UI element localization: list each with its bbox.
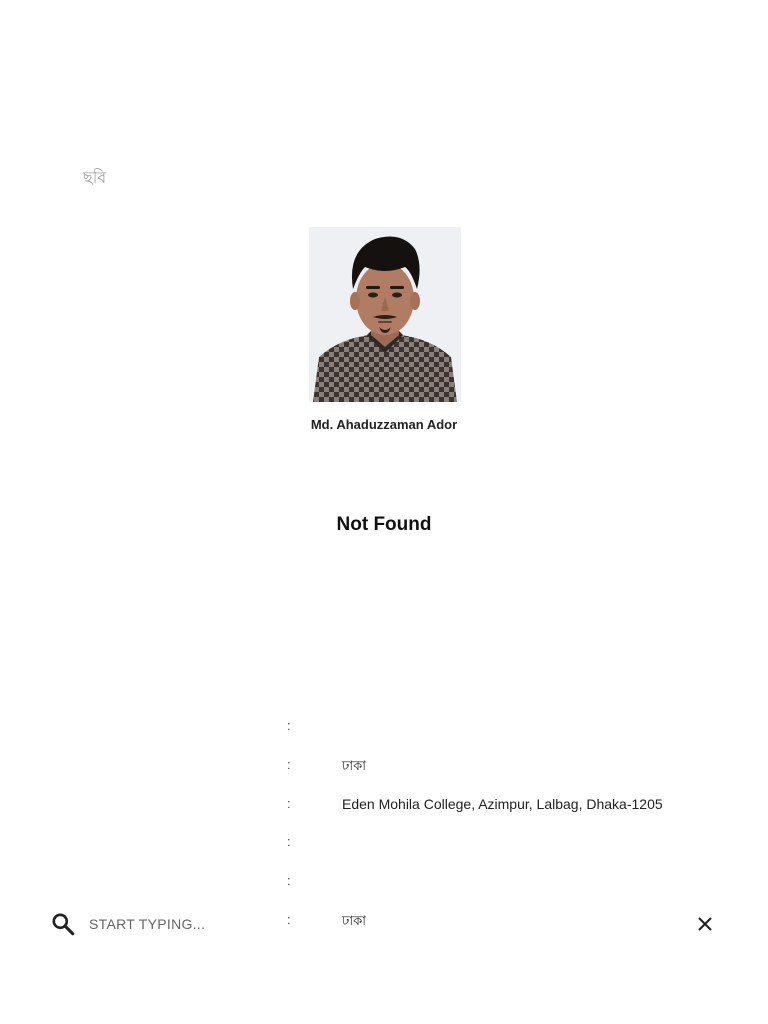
info-separator: : [287,795,291,811]
institution-value: Not Found [336,514,432,535]
search-input[interactable] [89,912,669,936]
close-icon[interactable] [694,913,716,935]
photo-section-title: ছবি [83,168,107,187]
person-name: Md. Ahaduzzaman Ador [310,417,458,432]
info-separator: : [287,911,291,927]
info-separator: : [287,834,291,850]
info-separator: : [287,718,291,733]
info-value: ঢাকা [342,913,366,929]
info-row-exam-center [0,790,768,829]
info-row-serial-number [0,712,768,751]
profile-photo [309,227,461,402]
search-icon[interactable] [50,911,76,937]
info-row-hsc-group [0,828,768,867]
info-value: Eden Mohila College, Azimpur, Lalbag, Dhaka-1205 [342,795,663,812]
info-row-exam-region [0,751,768,790]
info-separator: : [287,756,291,772]
info-separator: : [287,873,291,889]
info-value: ঢাকা [342,758,366,774]
search-bar [0,900,768,948]
